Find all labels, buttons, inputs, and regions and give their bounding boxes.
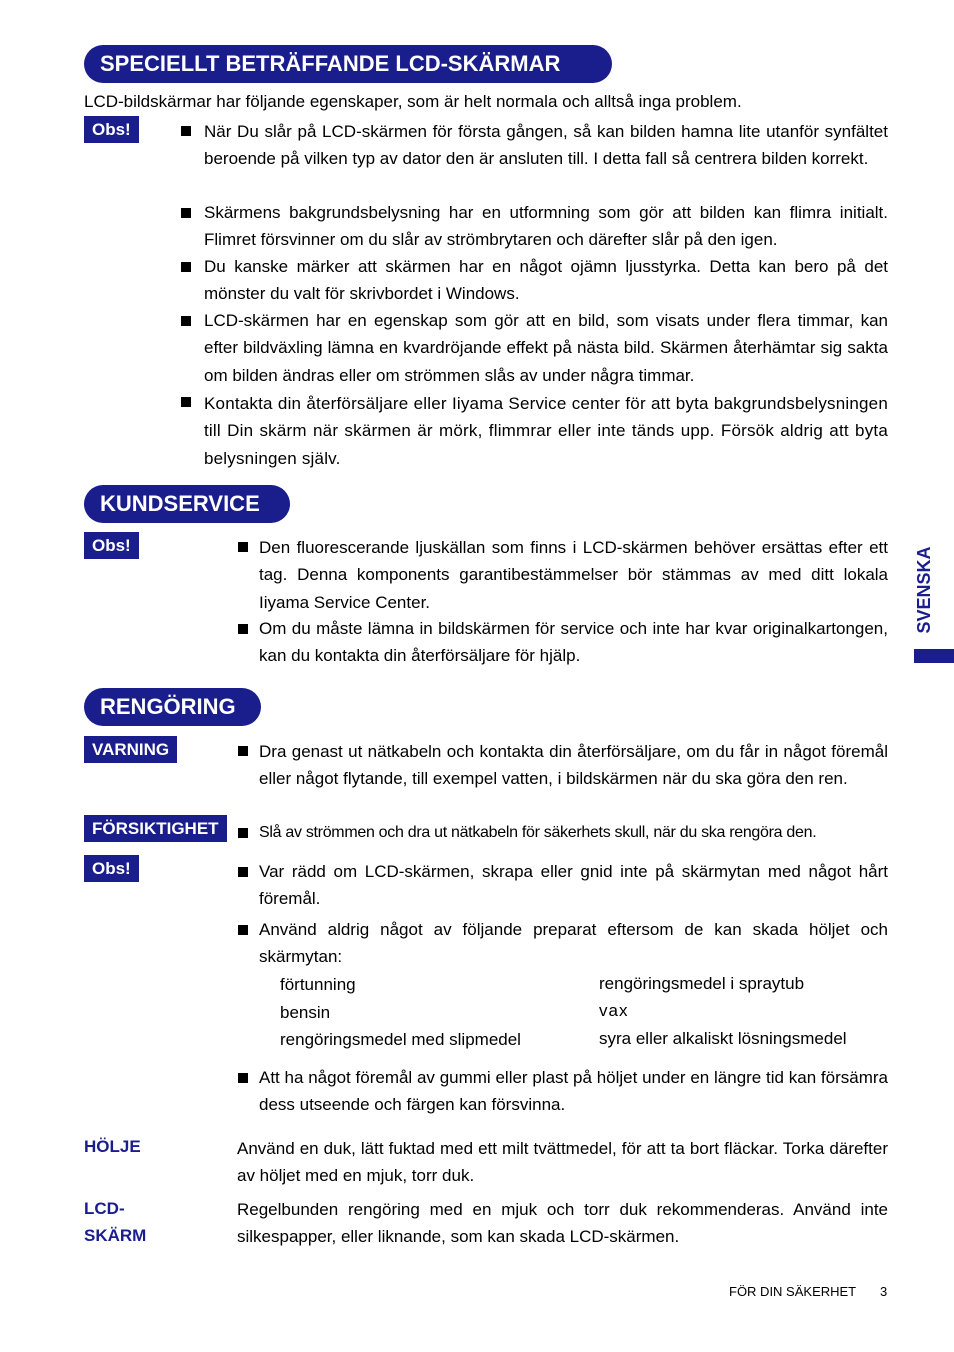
substance-item: vax [599,1001,629,1020]
substance-item: rengöringsmedel med slipmedel [280,1030,521,1049]
note-tag: Obs! [84,532,139,559]
side-language-tab [912,540,936,640]
caution-text: Slå av strömmen och dra ut nätkabeln för säkerhets skull, när du ska rengöra den. [259,824,817,841]
bullet-marker [238,1073,248,1083]
bullet-marker [238,746,248,756]
bullet-marker [181,316,191,326]
side-language-label: SVENSKA [914,546,934,634]
substance-item: rengöringsmedel i spraytub [599,974,805,993]
bullet-text: Var rädd om LCD-skärmen, skrapa eller gnid inte på skärmytan med något hårt föremål. [259,862,888,909]
section-title-rengoring: RENGÖRING [84,688,261,726]
bullet-marker [181,262,191,272]
bullet-text: LCD-skärmen har en egenskap som gör att en bild, som visats under flera timmar, kan efter bildväxling lämna en kvardröjande effekt på nästa bild. Skärmen återhämtar sig sakta om bilden ändras eller om strömmen slås av under några timmar. [204,311,888,385]
bullet-marker [181,208,191,218]
bullet-text: Du kanske märker att skärmen har en något ojämn ljusstyrka. Detta kan bero på det mönster du valt för skrivbordet i Windows. [204,257,888,304]
side-tab-marker [914,649,954,663]
bullet-marker [238,542,248,552]
page-number: 3 [880,1284,888,1299]
bullet-text: Skärmens bakgrundsbelysning har en utformning som gör att bilden kan flimra initialt. Flimret försvinner om du slår av strömbrytaren och därefter slår på den igen. [204,203,888,250]
note-tag: Obs! [84,855,139,882]
holje-text: Använd en duk, lätt fuktad med ett milt tvättmedel, för att ta bort fläckar. Torka därefter av höljet med en mjuk, torr duk. [237,1139,888,1186]
bullet-text: Om du måste lämna in bildskärmen för service och inte har kvar originalkartongen, kan du kontakta din återförsäljare för hjälp. [259,619,888,666]
bullet-marker [181,126,191,136]
lcd-label-line2: SKÄRM [84,1226,147,1245]
section-title-lcd: SPECIELLT BETRÄFFANDE LCD-SKÄRMAR [84,45,612,83]
section-intro: LCD-bildskärmar har följande egenskaper, som är helt normala och alltså inga problem. [84,92,742,111]
bullet-text: Kontakta din återförsäljare eller Iiyama Service center för att byta bakgrundsbelysningen till Din skärm när skärmen är mörk, flimmrar eller inte tänds upp. Försök aldrig att byta belysningen själv. [204,394,888,468]
substance-item: syra eller alkaliskt lösningsmedel [599,1029,847,1048]
bullet-marker [181,397,191,407]
lcd-text: Regelbunden rengöring med en mjuk och torr duk rekommenderas. Använd inte silkespapper, eller liknande, som kan skada LCD-skärmen. [237,1200,888,1247]
lcd-label-line1: LCD- [84,1199,125,1218]
bullet-marker [238,925,248,935]
bullet-text: Att ha något föremål av gummi eller plast på höljet under en längre tid kan försämra dess utseende och färgen kan försvinna. [259,1068,888,1115]
substance-item: bensin [280,1003,331,1022]
footer-text: FÖR DIN SÄKERHET [729,1284,857,1299]
section-title-kundservice: KUNDSERVICE [84,485,290,523]
holje-label: HÖLJE [84,1137,141,1156]
warning-text: Dra genast ut nätkabeln och kontakta din återförsäljare, om du får in något föremål eller något flytande, till exempel vatten, i bildskärmen när du ska göra den ren. [259,742,888,789]
substance-item: förtunning [280,975,356,994]
caution-tag: FÖRSIKTIGHET [84,815,227,842]
bullet-text: Den fluorescerande ljuskällan som finns i LCD-skärmen behöver ersättas efter ett tag. Denna komponents garantibestämmelser bör stämmas av med ditt lokala Iiyama Service Center. [259,538,888,612]
bullet-marker [238,828,248,838]
bullet-marker [238,867,248,877]
bullet-text: Använd aldrig något av följande preparat eftersom de kan skada höljet och skärmytan: [259,920,888,967]
bullet-text: När Du slår på LCD-skärmen för första gången, så kan bilden hamna lite utanför synfältet beroende på vilken typ av dator den är ansluten till. I detta fall så centrera bilden korrekt. [204,122,888,169]
bullet-marker [238,624,248,634]
warning-tag: VARNING [84,736,177,763]
note-tag: Obs! [84,116,139,143]
